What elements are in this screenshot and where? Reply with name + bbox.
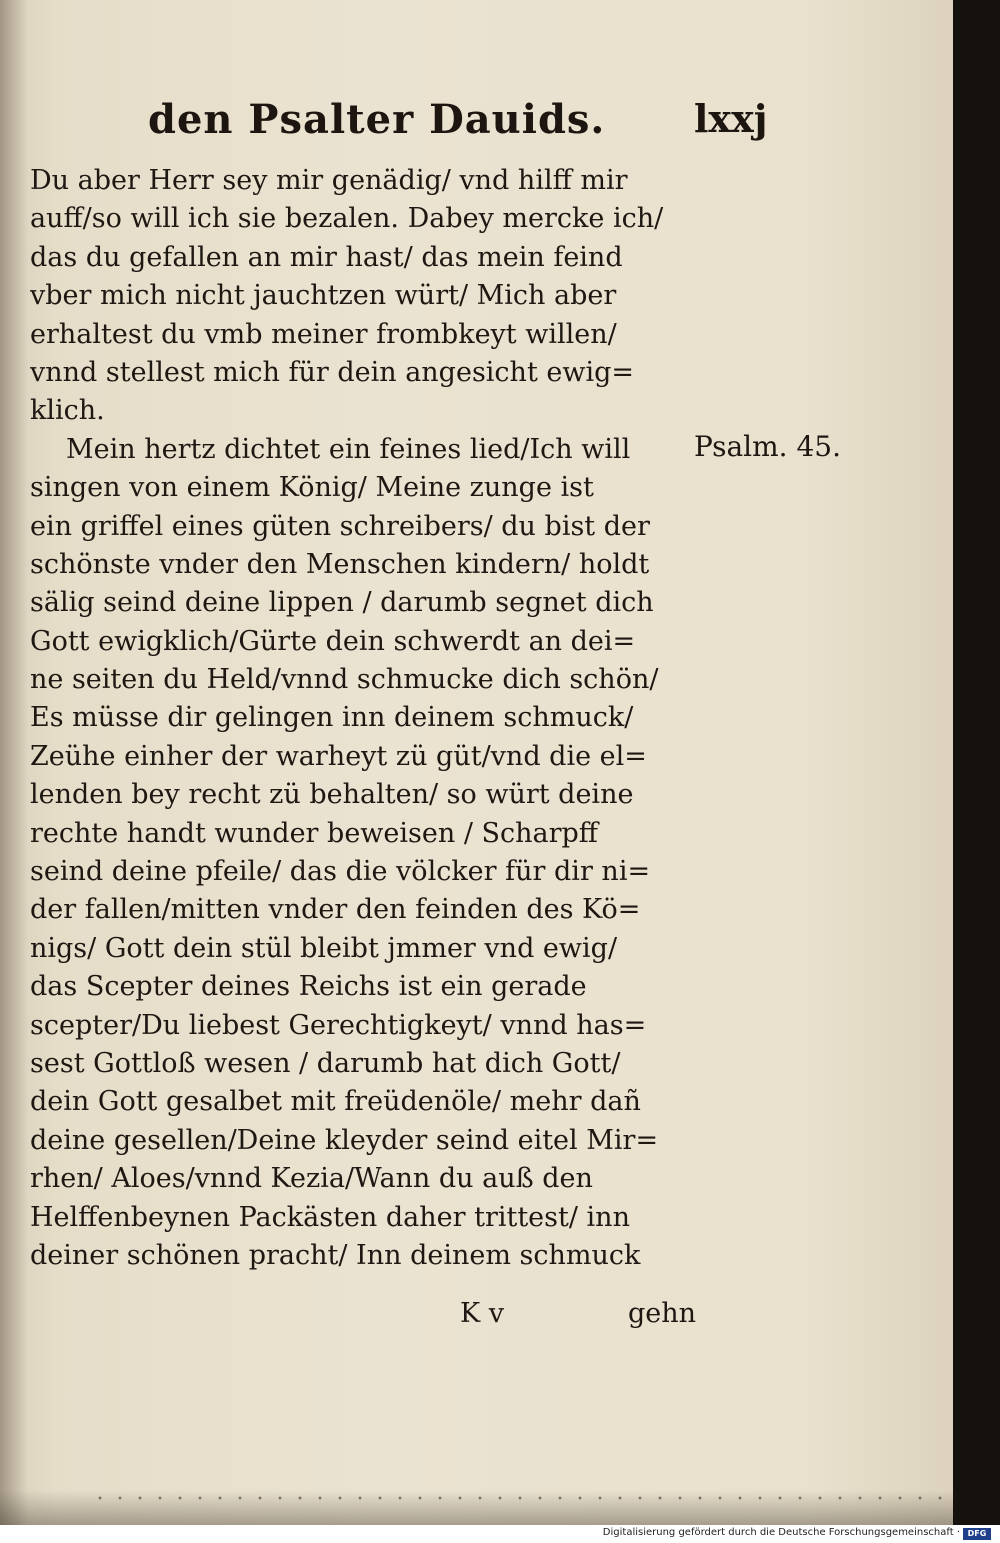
signature-mark: K v xyxy=(460,1298,505,1329)
running-head: den Psalter Dauids. xyxy=(148,96,606,143)
text-line: Du aber Herr sey mir genädig/ vnd hilff mir xyxy=(30,165,628,196)
catchword: gehn xyxy=(627,1298,696,1329)
text-line: vber mich nicht jauchtzen würt/ Mich aber xyxy=(30,280,617,312)
text-line: vnnd stellest mich für dein angesicht ewig= xyxy=(30,356,635,388)
text-line: ein griffel eines güten schreibers/ du bist der xyxy=(30,510,650,542)
body-text xyxy=(30,162,700,1275)
text-line: klich. xyxy=(30,395,105,427)
text-line: sest Gottloß wesen / darumb hat dich Gott/ xyxy=(30,1047,621,1079)
text-line: erhaltest du vmb meiner frombkeyt willen/ xyxy=(30,318,617,350)
text-line: lenden bey recht zü behalten/ so würt deine xyxy=(30,779,634,811)
text-line: deiner schönen pracht/ Inn deinem schmuck xyxy=(30,1239,641,1271)
folio-number: lxxj xyxy=(694,96,768,141)
text-line: auff/so will ich sie bezalen. Dabey mercke ich/ xyxy=(30,203,664,235)
text-line: nigs/ Gott dein stül bleibt jmmer vnd ewig/ xyxy=(30,932,618,964)
text-line: rhen/ Aloes/vnnd Kezia/Wann du auß den xyxy=(30,1163,593,1195)
text-line: das du gefallen an mir hast/ das mein feind xyxy=(30,241,623,273)
marginal-note: Psalm. 45. xyxy=(694,430,841,463)
text-line: Helffenbeynen Packästen daher trittest/ inn xyxy=(30,1201,630,1233)
footer-line xyxy=(460,1298,696,1329)
gutter-shadow xyxy=(0,0,28,1525)
credit-text: Digitalisierung gefördert durch die Deutsche Forschungsgemeinschaft · xyxy=(602,1527,960,1538)
text-line: Mein hertz dichtet ein feines lied/Ich will xyxy=(66,433,631,465)
text-line: dein Gott gesalbet mit freüdenöle/ mehr dañ xyxy=(30,1086,641,1118)
dotted-edge xyxy=(90,1496,950,1500)
text-line: Zeühe einher der warheyt zü güt/vnd die el= xyxy=(30,740,647,772)
text-line: scepter/Du liebest Gerechtigkeyt/ vnnd has= xyxy=(30,1009,647,1041)
text-line: sälig seind deine lippen / darumb segnet dich xyxy=(30,587,654,619)
text-line: seind deine pfeile/ das die völcker für dir ni= xyxy=(30,856,651,888)
dfg-logo-icon: DFG xyxy=(963,1528,991,1540)
text-line: schönste vnder den Menschen kindern/ holdt xyxy=(30,548,650,580)
text-line: der fallen/mitten vnder den feinden des Kö= xyxy=(30,894,641,926)
text-line: singen von einem König/ Meine zunge ist xyxy=(30,472,594,504)
text-line: rechte handt wunder beweisen / Scharpff xyxy=(30,817,598,849)
text-line: deine gesellen/Deine kleyder seind eitel Mir= xyxy=(30,1124,659,1156)
text-line: ne seiten du Held/vnnd schmucke dich schön/ xyxy=(30,664,659,696)
text-line: Es müsse dir gelingen inn deinem schmuck/ xyxy=(30,702,634,734)
text-line: Gott ewigklich/Gürte dein schwerdt an dei= xyxy=(30,625,636,657)
text-line: das Scepter deines Reichs ist ein gerade xyxy=(30,971,587,1003)
